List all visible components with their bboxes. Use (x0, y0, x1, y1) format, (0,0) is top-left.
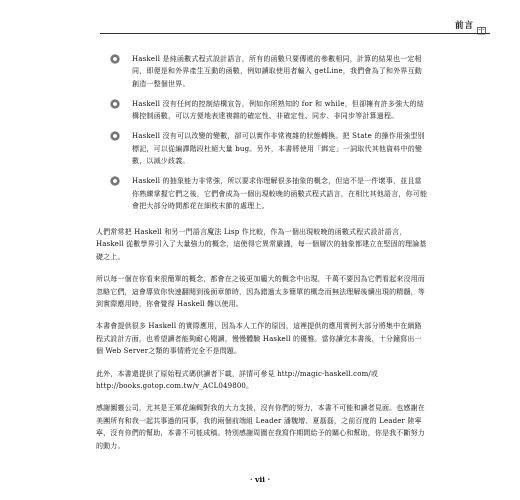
paragraph: 人們常常把 Haskell 和另一門語言魔法 Lisp 作比較，作為一個出現較晚的函數式程式設計語言，Haskell 從數學界引入了大量強力的概念，這使得它異常嚴謹，每一個層次的抽象都建立在堅固的理論基礎之上。 (96, 228, 427, 261)
bullet-text: Haskell 沒有可以改變的變數，卻可以實作非常複雜的狀態轉換。把 State 的操作用強型別標記，可以從編譯階段杜絕大量 bug。另外，本書將使用「綁定」一詞取代其他資料中的變數，以減少歧義。 (132, 132, 425, 166)
bullet-text: Haskell 沒有任何的控制結構宣告，例如你所熟知的 for 和 while，但卻擁有許多強大的結構控制函數，可以方便地表達複雜的確定性、非確定性、同步、非同步等計算過程。 (132, 99, 424, 121)
paragraph: 本書會提供很多 Haskell 的實際應用，因為本人工作的原因，這裡提供的應用實例大部分將集中在網路程式設計方面，也希望讀者能夠耐心閱讀，慢慢體驗 Haskell 的優雅。當你讀完本書後，十分鐘寫出一個 Web Server之類的事情將完全不是問題。 (96, 322, 422, 356)
chapter-title: 前言 (454, 21, 474, 31)
paragraph: 感謝圖靈公司，尤其是王軍花編輯對我的大力支援，沒有你們的努力，本書不可能和讀者見面。也感謝在美團所有和我一起共事過的同事，我的兩個前端組 Leader 潘魏增、夏磊磊，之前百度的 Leader 陸寧寧，沒有你們的幫助，本書不可能成稿。特別感謝周圍在我寫作期間給予的關心和幫助，你是我不斷努力的動力。 (96, 404, 425, 450)
bullet-text: Haskell 的抽象能力非常強，所以要求你理解很多抽象的概念，但這不是一件壞事，並且當你熟練掌握它們之後，它們會成為一個出現較晚的函數式程式語言，在相比其他語言，你可能會把大部分時間都花在細枝末節的處理上。 (132, 177, 428, 210)
header-rule (100, 33, 490, 34)
bullet-item (108, 175, 428, 212)
bullet-icon (110, 54, 120, 64)
page-number: ‧ vii ‧ (249, 475, 271, 484)
paragraph: 所以每一個在你看來很簡單的概念，都會在之後更加龐大的概念中出現，千萬不要因為它們看起來沒用而忽略它們，這會導致你快速翻閱到後面章節時，因為錯過太多簡單的概念而無法理解後續出現的精髓，等到實際應用時，你會覺得 Haskell 難以使用。 (96, 275, 425, 309)
bullet-item (108, 130, 428, 167)
bullet-text: Haskell 是純函數式程式設計語言，所有的函數只要傳遞的參數相同，計算的結果也一定相同，即便是和外界產生互動的函數，例如讀取使用者輸入 getLine，我們會為了和外界互動創造一整個世界。 (132, 55, 422, 88)
bullet-item (108, 53, 428, 90)
bullet-item (108, 98, 428, 123)
running-header (0, 16, 520, 36)
book-icon (477, 20, 486, 29)
paragraph: 此外，本書還提供了原始程式碼供讀者下載，詳情可參見 http://magic-haskell.com/或http://books.gotop.com.tw/v_ACL049800。 (96, 369, 379, 391)
bullet-icon (110, 99, 120, 109)
body-text (96, 226, 428, 462)
bullet-icon (110, 131, 120, 141)
bullet-list (108, 53, 428, 220)
bullet-icon (110, 176, 120, 186)
